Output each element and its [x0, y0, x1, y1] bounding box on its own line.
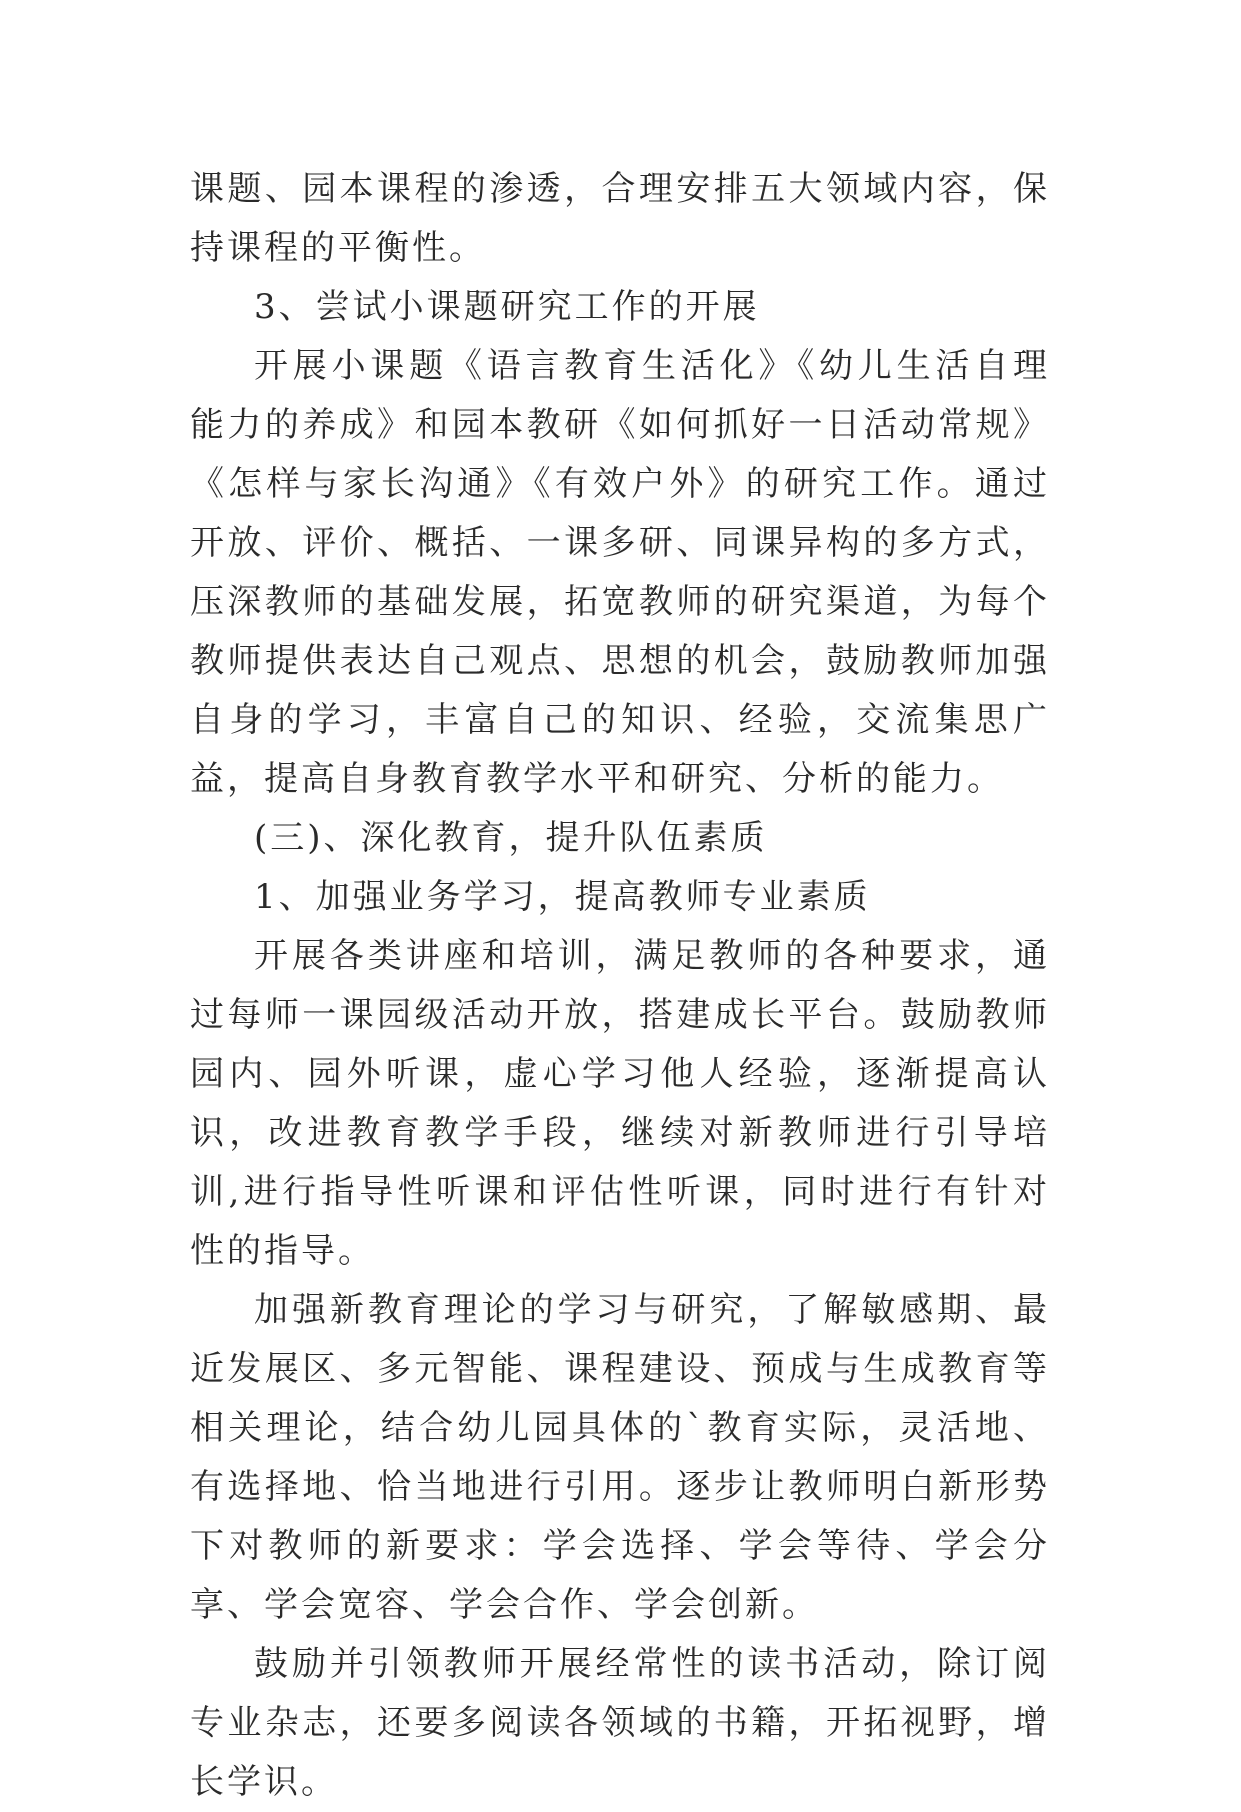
document-body — [190, 160, 1050, 1812]
paragraph-education-theory: 加强新教育理论的学习与研究，了解敏感期、最近发展区、多元智能、课程建设、预成与生成教育等相关理论，结合幼儿园具体的`教育实际，灵活地、有选择地、恰当地进行引用。逐步让教师明白新形势下对教师的新要求：学会选择、学会等待、学会分享、学会宽容、学会合作、学会创新。 — [190, 1290, 1050, 1625]
paragraph-continuation: 课题、园本课程的渗透，合理安排五大领域内容，保持课程的平衡性。 — [190, 169, 1050, 268]
paragraph-lectures-training: 开展各类讲座和培训，满足教师的各种要求，通过每师一课园级活动开放，搭建成长平台。鼓励教师园内、园外听课，虚心学习他人经验，逐渐提高认识，改进教育教学手段，继续对新教师进行引导培训,进行指导性听课和评估性听课，同时进行有针对性的指导。 — [190, 936, 1050, 1271]
section-heading-business-study: 1、加强业务学习，提高教师专业素质 — [254, 877, 871, 917]
section-heading-deepen-education: (三)、深化教育，提升队伍素质 — [254, 818, 768, 858]
paragraph-small-topic-research: 开展小课题《语言教育生活化》《幼儿生活自理能力的养成》和园本教研《如何抓好一日活动常规》《怎样与家长沟通》《有效户外》的研究工作。通过开放、评价、概括、一课多研、同课异构的多方式，压深教师的基础发展，拓宽教师的研究渠道，为每个教师提供表达自己观点、思想的机会，鼓励教师加强自身的学习，丰富自己的知识、经验，交流集思广益，提高自身教育教学水平和研究、分析的能力。 — [190, 346, 1050, 799]
section-heading-small-topic-research: 3、尝试小课题研究工作的开展 — [254, 287, 760, 327]
paragraph-reading-activities: 鼓励并引领教师开展经常性的读书活动，除订阅专业杂志，还要多阅读各领域的书籍，开拓视野，增长学识。 — [190, 1644, 1050, 1802]
